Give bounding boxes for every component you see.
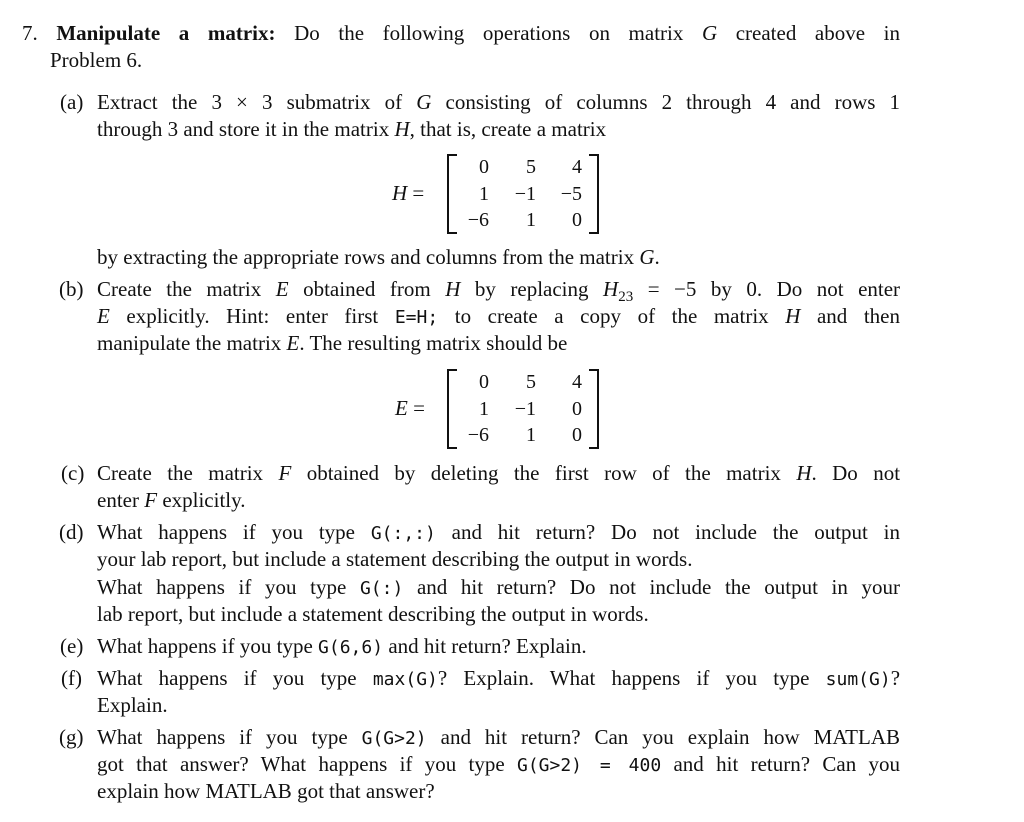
- matrix-H-label: [392, 180, 424, 207]
- text: by extracting the appropriate rows and columns from the matrix: [97, 245, 635, 269]
- part-e-line1: [97, 633, 587, 661]
- equals-sign: =: [413, 396, 425, 420]
- var-H: H: [392, 181, 408, 205]
- var-H: H: [394, 117, 410, 141]
- equals-sign: =: [412, 181, 425, 205]
- problem-title: Manipulate a matrix:: [56, 21, 276, 45]
- matrix-cell: −1: [514, 398, 536, 420]
- text: enter: [97, 488, 139, 512]
- text: . The resulting matrix should be: [299, 331, 568, 355]
- matrix-cell: 5: [526, 156, 536, 178]
- part-d-line1: [97, 519, 900, 547]
- text: and hit return? Explain.: [388, 634, 587, 658]
- part-c-line2: [97, 487, 246, 514]
- right-bracket: [589, 369, 599, 449]
- matrix-cell: −1: [514, 183, 536, 205]
- text: manipulate the matrix: [97, 331, 282, 355]
- code-snippet: G(G>2): [361, 728, 427, 749]
- part-f-label: (f): [61, 666, 82, 690]
- text: What happens if you type: [97, 666, 357, 690]
- matrix-cell: 1: [526, 209, 536, 231]
- problem-intro-tail: created above in: [735, 21, 900, 45]
- var-G: G: [639, 245, 655, 269]
- part-d-line2: your lab report, but include a statement describing the output in words.: [97, 547, 693, 571]
- text: What happens if you type: [97, 520, 355, 544]
- text: explicitly. Hint: enter first: [126, 304, 379, 328]
- code-snippet: G(:): [359, 578, 404, 599]
- text: ? Explain. What happens if you type: [437, 666, 810, 690]
- problem-intro-line2: Problem 6.: [50, 48, 143, 72]
- matrix-cell: −5: [560, 183, 582, 205]
- var-E: E: [395, 396, 408, 420]
- var-H: H: [796, 461, 812, 485]
- text: explicitly.: [162, 488, 246, 512]
- text: What happens if you type: [97, 634, 313, 658]
- var-H: H: [785, 304, 801, 328]
- matrix-cell: 1: [526, 424, 536, 446]
- part-b-label: (b): [59, 277, 84, 301]
- text: obtained from: [303, 277, 431, 301]
- code-snippet: E=H;: [394, 307, 439, 328]
- text: and hit return? Do not include the output in: [451, 520, 901, 544]
- part-d-line4: lab report, but include a statement describing the output in words.: [97, 602, 649, 626]
- part-g-line2: [97, 751, 900, 779]
- matrix-cell: 4: [572, 371, 582, 393]
- matrix-cell: 0: [572, 209, 582, 231]
- part-d-label: (d): [59, 520, 84, 544]
- matrix-cell: 4: [572, 156, 582, 178]
- matrix-cell: 1: [479, 183, 489, 205]
- var-E: E: [275, 277, 289, 301]
- part-g-line3: explain how MATLAB got that answer?: [97, 779, 435, 803]
- text: obtained by deleting the first row of the matrix: [306, 461, 781, 485]
- matrix-E: [447, 369, 599, 449]
- matrix-cell: 0: [572, 424, 582, 446]
- var-F: F: [278, 461, 292, 485]
- text: Create the matrix: [97, 277, 262, 301]
- text: ?: [890, 666, 901, 690]
- text: by replacing: [474, 277, 589, 301]
- text: and hit return? Can you explain how MATLAB: [440, 725, 900, 749]
- right-bracket: [589, 154, 599, 234]
- text: consisting of columns 2 through 4 and rows 1: [445, 90, 900, 114]
- code-snippet: G(:,:): [370, 523, 436, 544]
- var-H: H: [445, 277, 461, 301]
- code-snippet: max(G): [372, 669, 438, 690]
- var-F: F: [144, 488, 158, 512]
- matrix-cell: 0: [479, 156, 489, 178]
- part-b-line3: [97, 330, 567, 357]
- problem-number: 7.: [22, 21, 38, 45]
- part-g-label: (g): [59, 725, 84, 749]
- matrix-cell: 5: [526, 371, 536, 393]
- part-g-line1: [97, 724, 900, 752]
- var-E: E: [286, 331, 300, 355]
- part-a-line1: [97, 89, 900, 116]
- text: to create a copy of the matrix: [454, 304, 769, 328]
- text: What happens if you type: [97, 575, 347, 599]
- matrix-cell: −6: [467, 424, 489, 446]
- code-snippet: sum(G): [825, 669, 891, 690]
- text: , that is, create a matrix: [409, 117, 607, 141]
- var-G: G: [416, 90, 432, 114]
- matrix-cell: −6: [467, 209, 489, 231]
- matrix-cell: 0: [479, 371, 489, 393]
- matrix-E-label: [395, 395, 425, 422]
- part-b-line2: [97, 303, 900, 331]
- part-a-label: (a): [60, 90, 84, 114]
- matrix-cell: 1: [479, 398, 489, 420]
- matrix-cell: 0: [572, 398, 582, 420]
- code-snippet: G(G>2) = 400: [517, 755, 662, 776]
- part-e-label: (e): [60, 634, 84, 658]
- subscript: 23: [618, 289, 634, 306]
- part-f-line1: [97, 665, 900, 693]
- part-c-line1: [97, 460, 900, 487]
- text: = −5 by 0. Do not enter: [647, 277, 901, 301]
- text: Create the matrix: [97, 461, 264, 485]
- var-H23: [603, 277, 634, 306]
- text: through 3 and store it in the matrix: [97, 117, 390, 141]
- var-H: H: [603, 277, 619, 301]
- matrix-H: [447, 154, 599, 234]
- text: and hit return? Can you: [673, 752, 901, 776]
- var-G: G: [701, 21, 718, 45]
- var-E: E: [97, 304, 110, 328]
- text: and hit return? Do not include the output in your: [416, 575, 901, 599]
- problem-intro-text: Do the following operations on matrix: [294, 21, 684, 45]
- part-c-label: (c): [61, 461, 85, 485]
- part-a-after: [97, 244, 660, 271]
- code-snippet: G(6,6): [318, 637, 384, 658]
- text: . Do not: [811, 461, 901, 485]
- text: got that answer? What happens if you type: [97, 752, 505, 776]
- part-a-line2: [97, 116, 606, 143]
- text: What happens if you type: [97, 725, 348, 749]
- text: Extract the 3 × 3 submatrix of: [97, 90, 403, 114]
- part-d-line3: [97, 574, 900, 602]
- text: and then: [816, 304, 900, 328]
- problem-intro-line1: [22, 20, 900, 47]
- part-f-line2: Explain.: [97, 693, 168, 717]
- text: .: [654, 245, 660, 269]
